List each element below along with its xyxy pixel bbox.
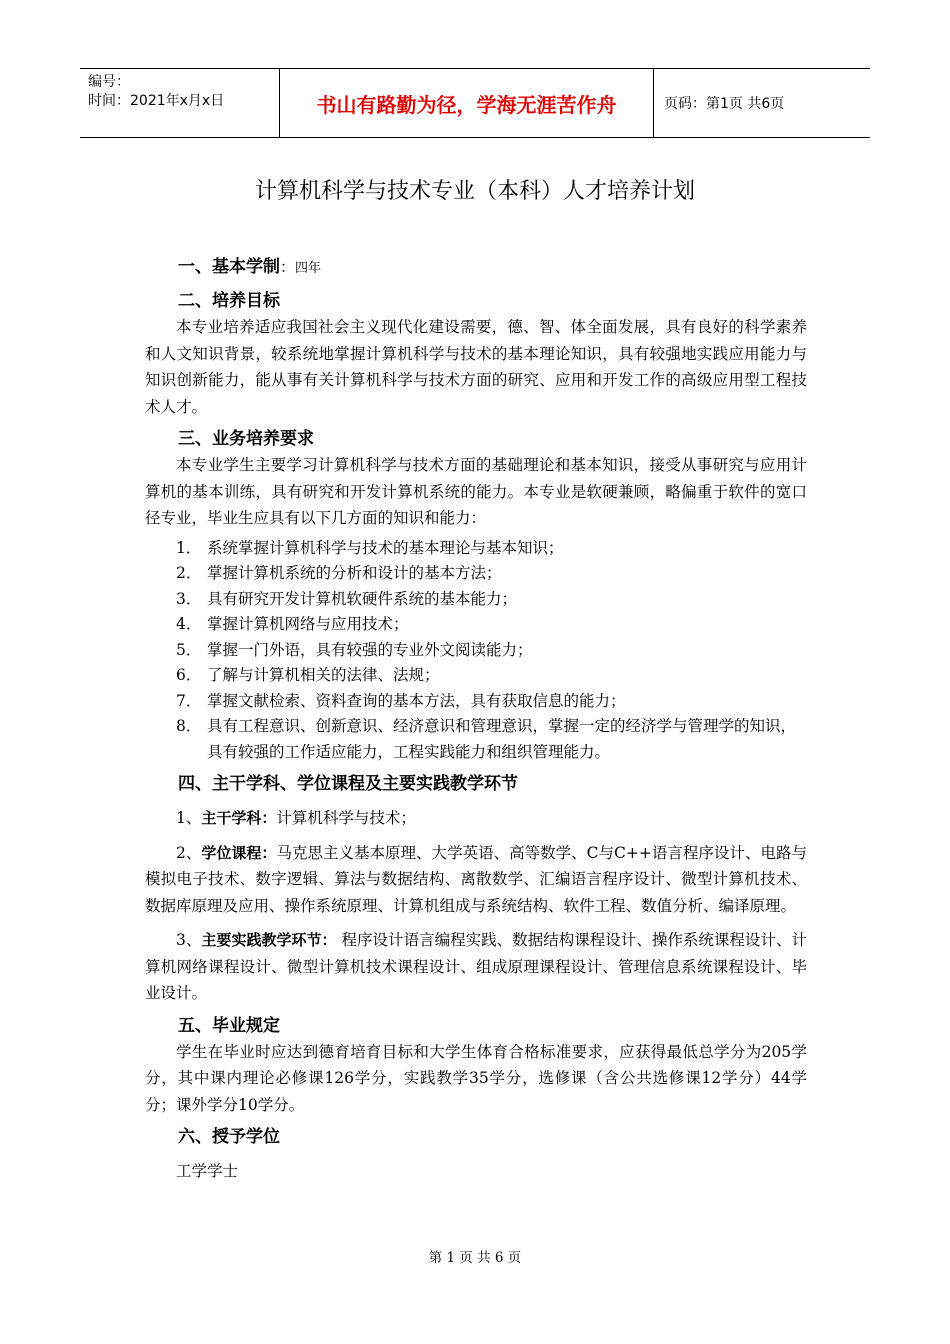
section-4-para-1 [145, 805, 807, 832]
list-item-text: 具有工程意识、创新意识、经济意识和管理意识，掌握一定的经济学与管理学的知识，具有较强的工作适应能力，工程实践能力和组织管理能力。 [207, 717, 797, 761]
section-1-title: 一、基本学制 [178, 257, 280, 277]
list-item [145, 638, 807, 664]
list-item-number: 6． [176, 666, 202, 684]
list-item [145, 561, 807, 587]
section-1-sep: ： [280, 258, 296, 276]
list-item [145, 714, 807, 765]
list-item-text: 掌握计算机系统的分析和设计的基本方法； [207, 564, 502, 582]
header-table [80, 68, 870, 138]
list-item-number: 2． [176, 564, 202, 582]
section-6-heading: 六、授予学位 [178, 1127, 280, 1147]
list-item-text: 系统掌握计算机科学与技术的基本理论与基本知识； [207, 538, 564, 557]
list-item-text: 掌握计算机网络与应用技术； [207, 615, 409, 633]
section-4-heading: 四、主干学科、学位课程及主要实践教学环节 [178, 774, 518, 794]
section-3-heading: 三、业务培养要求 [178, 429, 314, 449]
list-item-number: 4． [176, 615, 202, 633]
section-2-text: 本专业培养适应我国社会主义现代化建设需要，德、智、体全面发展，具有良好的科学素养和人文知识背景，较系统地掌握计算机科学与技术的基本理论知识，具有较强地实践应用能力与知识创新能力，能从事有关计算机科学与技术方面的研究、应用和开发工作的高级应用型工程技术人才。 [145, 318, 807, 416]
para-2-number: 2、 [176, 843, 202, 862]
list-item-text: 掌握文献检索、资料查询的基本方法，具有获取信息的能力； [207, 691, 626, 710]
requirements-list [145, 536, 807, 766]
para-3-label: 主要实践教学环节： [201, 931, 337, 949]
list-item-text: 具有研究开发计算机软硬件系统的基本能力； [207, 589, 518, 608]
para-1-label: 主干学科： [201, 809, 277, 827]
list-item-number: 5． [176, 640, 202, 659]
section-2-heading: 二、培养目标 [178, 291, 280, 311]
section-3-text: 本专业学生主要学习计算机科学与技术方面的基础理论和基本知识，接受从事研究与应用计算机的基本训练，具有研究和开发计算机系统的能力。本专业是软硬兼顾，略偏重于软件的宽口径专业，毕业生应具有以下几方面的知识和能力： [145, 456, 807, 527]
list-item [145, 663, 807, 689]
para-2-label: 学位课程： [201, 843, 277, 862]
document-title: 计算机科学与技术专业（本科）人才培养计划 [254, 179, 695, 204]
header-page-info: 页码：第1页 共6页 [664, 96, 785, 112]
para-2-text: 马克思主义基本原理、大学英语、高等数学、C与C++语言程序设计、电路与模拟电子技术、数字逻辑、算法与数据结构、离散数学、汇编语言程序设计、微型计算机技术、数据库原理及应用、操作系统原理、计算机组成与系统结构、软件工程、数值分析、编译原理。 [145, 843, 807, 915]
time-label: 时间：2021年x月x日 [88, 93, 225, 109]
para-1-number: 1、 [176, 809, 202, 827]
section-4-para-3 [145, 927, 807, 1007]
document-body [145, 254, 807, 1185]
list-item-number: 1． [176, 538, 202, 557]
header-motto: 书山有路勤为径，学海无涯苦作舟 [280, 69, 654, 137]
list-item-text: 掌握一门外语，具有较强的专业外文阅读能力； [207, 640, 533, 659]
list-item [145, 536, 807, 562]
list-item-number: 3． [176, 589, 202, 608]
list-item [145, 587, 807, 613]
list-item-number: 8． [176, 717, 202, 735]
section-5-text: 学生在毕业时应达到德育培育目标和大学生体育合格标准要求，应获得最低总学分为205学分，其中课内理论必修课126学分，实践教学35学分，选修课（含公共选修课12学分）44学分；课外学分10学分。 [145, 1042, 807, 1114]
list-item-number: 7． [176, 691, 202, 710]
page-footer: 第 1 页 共 6 页 [428, 1250, 522, 1266]
number-label: 编号： [88, 74, 130, 90]
list-item [145, 689, 807, 715]
section-1-value: 四年 [295, 261, 322, 276]
para-1-text: 计算机科学与技术； [276, 809, 416, 827]
header-meta [80, 69, 280, 137]
section-1-heading [145, 254, 807, 282]
list-item-text: 了解与计算机相关的法律、法规； [207, 666, 440, 684]
section-5-heading: 五、毕业规定 [178, 1015, 280, 1036]
list-item [145, 612, 807, 638]
section-4-para-2 [145, 840, 807, 920]
section-6-text: 工学学士 [176, 1162, 239, 1180]
para-3-text: 程序设计语言编程实践、数据结构课程设计、操作系统课程设计、计算机网络课程设计、微型计算机技术课程设计、组成原理课程设计、管理信息系统课程设计、毕业设计。 [145, 931, 807, 1002]
para-3-number: 3、 [176, 931, 202, 949]
